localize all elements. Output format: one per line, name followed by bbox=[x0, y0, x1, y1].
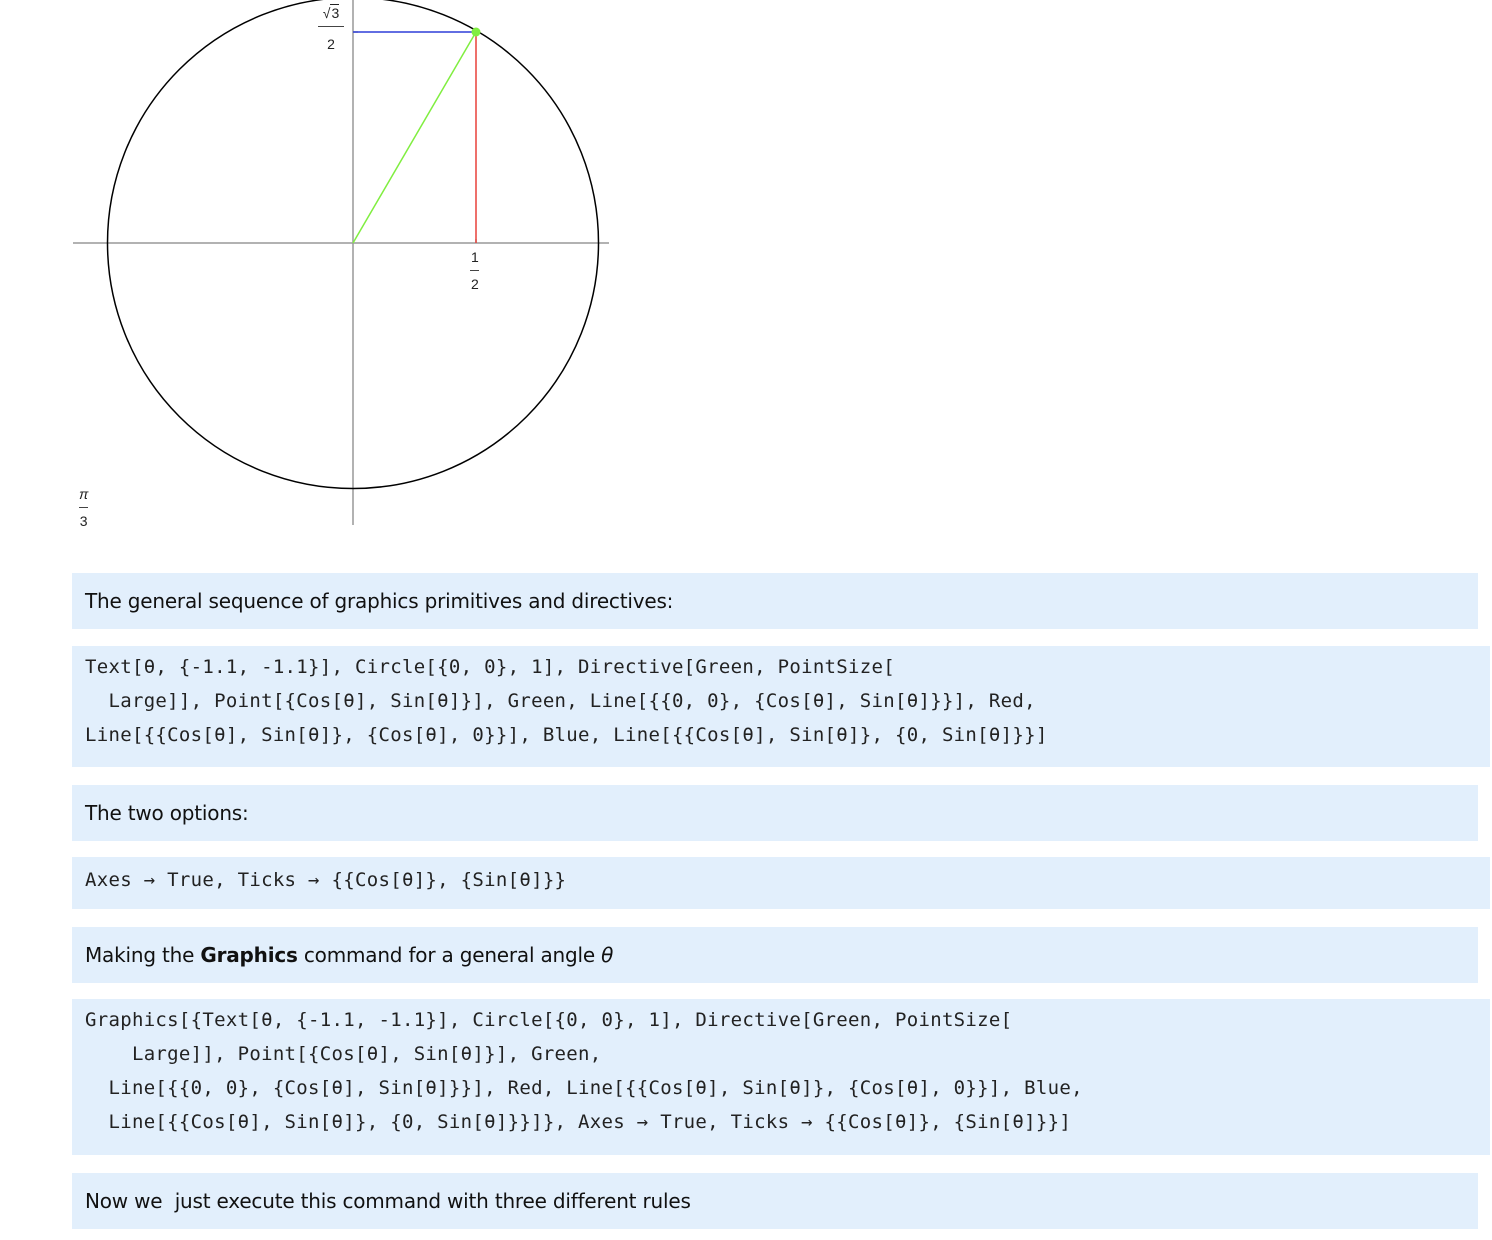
code-line: Text[θ, {-1.1, -1.1}], Circle[{0, 0}, 1], Directive[Green, PointSize[ bbox=[85, 656, 895, 678]
angle-point bbox=[472, 28, 481, 37]
cell-text: Now we just execute this command with three different rules bbox=[85, 1189, 691, 1213]
y-tick-denominator: 2 bbox=[327, 36, 335, 52]
x-tick-label bbox=[469, 250, 481, 291]
x-tick-numerator: 1 bbox=[471, 249, 479, 265]
theta-denominator: 3 bbox=[79, 513, 88, 529]
cell-text-bold: Graphics bbox=[200, 943, 298, 967]
code-line: Axes → True, Ticks → {{Cos[θ]}, {Sin[θ]}} bbox=[85, 869, 567, 891]
code-cell-primitives[interactable] bbox=[72, 646, 1490, 767]
code-cell-graphics[interactable] bbox=[72, 999, 1490, 1155]
code-line: Line[{{Cos[θ], Sin[θ]}, {0, Sin[θ]}}]}, Axes → True, Ticks → {{Cos[θ]}, {Sin[θ]}}] bbox=[85, 1111, 1072, 1133]
cell-text: The general sequence of graphics primitives and directives: bbox=[85, 589, 674, 613]
code-line: Large]], Point[{Cos[θ], Sin[θ]}], Green, bbox=[85, 1043, 602, 1065]
y-tick-numerator: √3 bbox=[322, 5, 340, 21]
code-line: Line[{{Cos[θ], Sin[θ]}, {Cos[θ], 0}}], Blue, Line[{{Cos[θ], Sin[θ]}, {0, Sin[θ]}}] bbox=[85, 724, 1048, 746]
unit-circle-plot bbox=[0, 0, 700, 550]
code-line: Large]], Point[{Cos[θ], Sin[θ]}], Green, Line[{{0, 0}, {Cos[θ], Sin[θ]}}], Red, bbox=[85, 690, 1036, 712]
text-cell-execute[interactable] bbox=[72, 1173, 1478, 1229]
cell-text: The two options: bbox=[85, 801, 249, 825]
text-cell-options[interactable] bbox=[72, 785, 1478, 841]
y-tick-label bbox=[318, 6, 344, 51]
cell-text-italic: θ bbox=[601, 943, 614, 967]
theta-numerator: π bbox=[79, 486, 89, 502]
code-line: Line[{{0, 0}, {Cos[θ], Sin[θ]}}], Red, Line[{{Cos[θ], Sin[θ]}, {Cos[θ], 0}}], Blue, bbox=[85, 1077, 1083, 1099]
text-cell-primitives[interactable] bbox=[72, 573, 1478, 629]
plot-canvas bbox=[0, 0, 700, 550]
code-cell-options[interactable] bbox=[72, 857, 1490, 909]
code-line: Graphics[{Text[θ, {-1.1, -1.1}], Circle[{0, 0}, 1], Directive[Green, PointSize[ bbox=[85, 1009, 1013, 1031]
cell-text-after: command for a general angle bbox=[297, 943, 602, 967]
cell-text-before: Making the bbox=[85, 943, 201, 967]
text-cell-general-angle[interactable] bbox=[72, 927, 1478, 983]
green-radius-line bbox=[353, 32, 476, 243]
theta-text-label bbox=[77, 487, 90, 528]
x-tick-denominator: 2 bbox=[471, 276, 479, 292]
